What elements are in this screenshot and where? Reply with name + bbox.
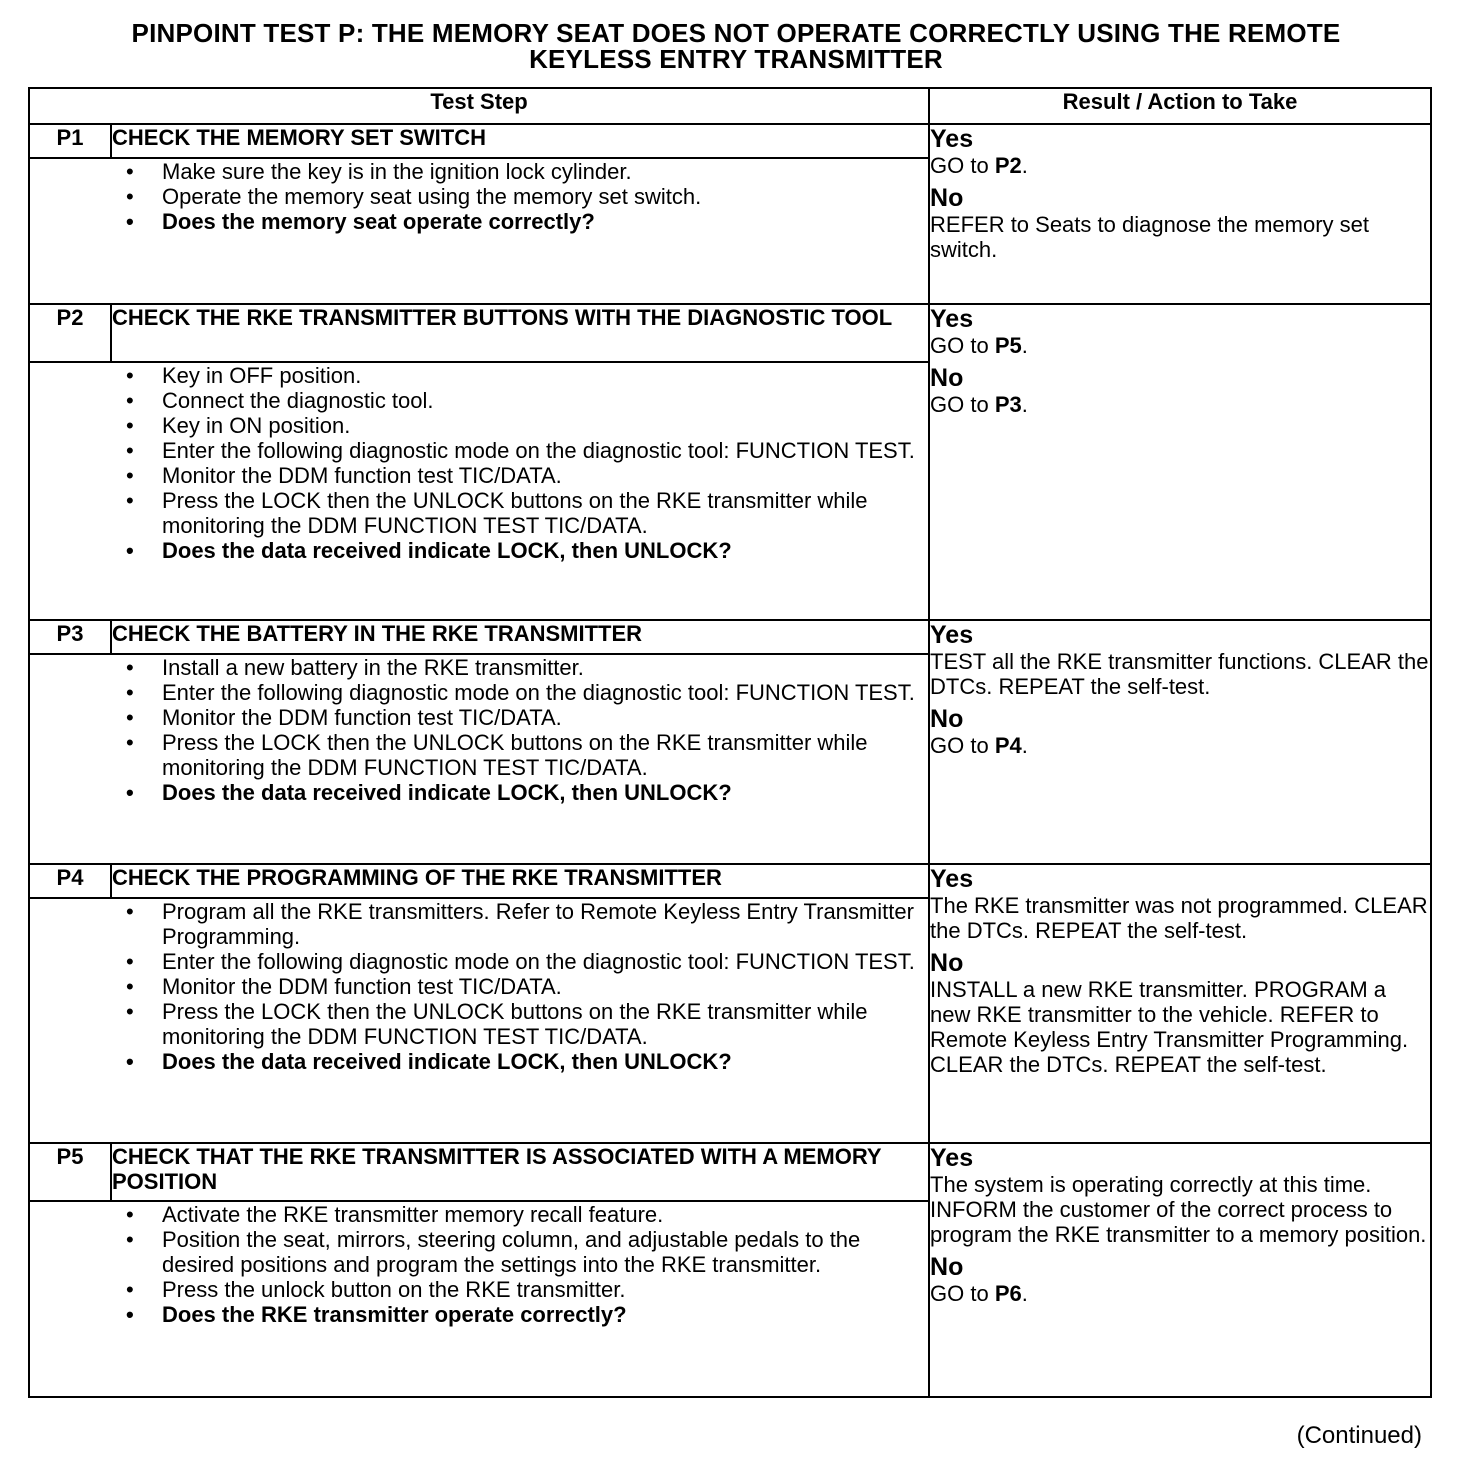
no-action [930, 392, 1430, 417]
step-name: CHECK THE BATTERY IN THE RKE TRANSMITTER [111, 620, 929, 654]
item-text: Monitor the DDM function test TIC/DATA. [162, 974, 562, 999]
step-name: CHECK THE RKE TRANSMITTER BUTTONS WITH THE DIAGNOSTIC TOOL [111, 304, 929, 362]
question-text: Does the data received indicate LOCK, then UNLOCK? [162, 1049, 732, 1074]
yes-label: Yes [930, 1144, 974, 1172]
no-block [930, 705, 1430, 758]
list-item [30, 1202, 928, 1227]
instruction-list [30, 899, 928, 1074]
list-item [30, 974, 928, 999]
yes-block [930, 1144, 1430, 1247]
yes-text: The RKE transmitter was not programmed. CLEAR the DTCs. REPEAT the self-test. [930, 893, 1428, 943]
list-item [30, 159, 928, 184]
step-instructions [29, 1201, 929, 1397]
list-item [30, 680, 928, 705]
step-id: P4 [29, 864, 111, 898]
step-question [30, 780, 928, 805]
no-action [930, 1281, 1430, 1306]
no-suffix: . [1021, 733, 1028, 758]
item-text: Operate the memory seat using the memory set switch. [162, 184, 702, 209]
list-item [30, 730, 928, 780]
bullet-icon: • [126, 780, 134, 805]
bullet-icon: • [126, 413, 134, 438]
yes-suffix: . [1021, 333, 1028, 358]
item-text: Monitor the DDM function test TIC/DATA. [162, 463, 562, 488]
yes-suffix: . [1021, 153, 1028, 178]
bullet-icon: • [126, 899, 134, 924]
yes-label: Yes [930, 125, 974, 153]
step-title-row [29, 1143, 1431, 1201]
no-ref: P4 [994, 733, 1022, 758]
item-text: Activate the RKE transmitter memory recall feature. [162, 1202, 664, 1227]
list-item [30, 899, 928, 949]
no-label: No [930, 949, 964, 977]
item-text: Enter the following diagnostic mode on the diagnostic tool: FUNCTION TEST. [162, 680, 915, 705]
step-id: P1 [29, 124, 111, 158]
bullet-icon: • [126, 463, 134, 488]
item-text: Key in OFF position. [162, 363, 362, 388]
step-result [929, 1143, 1431, 1397]
yes-block [930, 865, 1430, 943]
title-line-1: PINPOINT TEST P: THE MEMORY SEAT DOES NOT OPERATE CORRECTLY USING THE REMOTE [131, 18, 1341, 48]
item-text: Press the unlock button on the RKE transmitter. [162, 1277, 626, 1302]
no-prefix: GO to [930, 733, 995, 758]
list-item [30, 413, 928, 438]
item-text: Enter the following diagnostic mode on the diagnostic tool: FUNCTION TEST. [162, 949, 915, 974]
yes-label: Yes [930, 621, 974, 649]
instruction-list [30, 1202, 928, 1327]
bullet-icon: • [126, 730, 134, 755]
instruction-list [30, 655, 928, 805]
no-label: No [930, 705, 964, 733]
list-item [30, 438, 928, 463]
pinpoint-test-table [28, 87, 1432, 1398]
step-title-row [29, 864, 1431, 898]
bullet-icon: • [126, 949, 134, 974]
bullet-icon: • [126, 184, 134, 209]
no-block [930, 949, 1430, 1077]
yes-prefix: GO to [930, 153, 995, 178]
yes-block [930, 125, 1430, 178]
list-item [30, 488, 928, 538]
bullet-icon: • [126, 1202, 134, 1227]
bullet-icon: • [126, 209, 134, 234]
question-text: Does the data received indicate LOCK, then UNLOCK? [162, 780, 732, 805]
step-instructions [29, 898, 929, 1143]
steps-body [29, 124, 1431, 1397]
item-text: Enter the following diagnostic mode on the diagnostic tool: FUNCTION TEST. [162, 438, 915, 463]
step-id: P5 [29, 1143, 111, 1201]
yes-prefix: GO to [930, 333, 995, 358]
item-text: Install a new battery in the RKE transmitter. [162, 655, 584, 680]
no-block [930, 364, 1430, 417]
bullet-icon: • [126, 974, 134, 999]
no-action [930, 733, 1430, 758]
no-ref: P6 [994, 1281, 1022, 1306]
step-title-row [29, 620, 1431, 654]
yes-ref: P5 [994, 333, 1022, 358]
result-header: Result / Action to Take [929, 88, 1431, 124]
no-block [930, 184, 1430, 262]
step-question [30, 1302, 928, 1327]
item-text: Press the LOCK then the UNLOCK buttons on the RKE transmitter while monitoring the DDM FUNCTION TEST TIC/DATA. [162, 730, 868, 780]
item-text: Key in ON position. [162, 413, 351, 438]
item-text: Press the LOCK then the UNLOCK buttons on the RKE transmitter while monitoring the DDM FUNCTION TEST TIC/DATA. [162, 999, 868, 1049]
yes-block [930, 621, 1430, 699]
item-text: Program all the RKE transmitters. Refer to Remote Keyless Entry Transmitter Programming. [162, 899, 914, 949]
no-prefix: GO to [930, 1281, 995, 1306]
list-item [30, 999, 928, 1049]
step-instructions [29, 654, 929, 864]
page-title [20, 20, 1452, 72]
table-header-row [29, 88, 1431, 124]
instruction-list [30, 159, 928, 234]
step-result [929, 620, 1431, 864]
instruction-list [30, 363, 928, 563]
step-result [929, 124, 1431, 304]
step-title-row [29, 304, 1431, 362]
no-ref: P3 [994, 392, 1022, 417]
no-block [930, 1253, 1430, 1306]
step-instructions [29, 362, 929, 620]
list-item [30, 388, 928, 413]
no-suffix: . [1021, 1281, 1028, 1306]
no-label: No [930, 1253, 964, 1281]
step-instructions [29, 158, 929, 304]
step-id: P3 [29, 620, 111, 654]
test-step-header: Test Step [29, 88, 929, 124]
no-suffix: . [1021, 392, 1028, 417]
no-label: No [930, 184, 964, 212]
yes-label: Yes [930, 305, 974, 333]
item-text: Make sure the key is in the ignition lock cylinder. [162, 159, 632, 184]
list-item [30, 1227, 928, 1277]
list-item [30, 1277, 928, 1302]
bullet-icon: • [126, 705, 134, 730]
list-item [30, 949, 928, 974]
list-item [30, 463, 928, 488]
list-item [30, 655, 928, 680]
continued-note: (Continued) [1296, 1422, 1422, 1449]
bullet-icon: • [126, 538, 134, 563]
list-item [30, 363, 928, 388]
question-text: Does the RKE transmitter operate correctly? [162, 1302, 627, 1327]
yes-block [930, 305, 1430, 358]
step-name: CHECK THE PROGRAMMING OF THE RKE TRANSMITTER [111, 864, 929, 898]
bullet-icon: • [126, 680, 134, 705]
bullet-icon: • [126, 488, 134, 513]
step-result [929, 304, 1431, 620]
item-text: Position the seat, mirrors, steering column, and adjustable pedals to the desired positions and program the settings into the RKE transmitter. [162, 1227, 861, 1277]
yes-action [930, 333, 1430, 358]
bullet-icon: • [126, 363, 134, 388]
bullet-icon: • [126, 159, 134, 184]
yes-action [930, 153, 1430, 178]
no-text: INSTALL a new RKE transmitter. PROGRAM a new RKE transmitter to the vehicle. REFER to Remote Keyless Entry Transmitter Programming. CLEAR the DTCs. REPEAT the self-test. [930, 977, 1409, 1077]
yes-text: TEST all the RKE transmitter functions. CLEAR the DTCs. REPEAT the self-test. [930, 649, 1429, 699]
question-text: Does the memory seat operate correctly? [162, 209, 595, 234]
step-name: CHECK THE MEMORY SET SWITCH [111, 124, 929, 158]
step-question [30, 1049, 928, 1074]
bullet-icon: • [126, 1227, 134, 1252]
item-text: Press the LOCK then the UNLOCK buttons on the RKE transmitter while monitoring the DDM FUNCTION TEST TIC/DATA. [162, 488, 868, 538]
list-item [30, 184, 928, 209]
bullet-icon: • [126, 1049, 134, 1074]
step-question [30, 209, 928, 234]
yes-ref: P2 [994, 153, 1022, 178]
item-text: Connect the diagnostic tool. [162, 388, 434, 413]
no-prefix: GO to [930, 392, 995, 417]
bullet-icon: • [126, 1277, 134, 1302]
step-question [30, 538, 928, 563]
item-text: Monitor the DDM function test TIC/DATA. [162, 705, 562, 730]
question-text: Does the data received indicate LOCK, then UNLOCK? [162, 538, 732, 563]
yes-text: The system is operating correctly at this time. INFORM the customer of the correct process to program the RKE transmitter to a memory position. [930, 1172, 1427, 1247]
bullet-icon: • [126, 1302, 134, 1327]
step-title-row [29, 124, 1431, 158]
bullet-icon: • [126, 388, 134, 413]
no-label: No [930, 364, 964, 392]
yes-label: Yes [930, 865, 974, 893]
bullet-icon: • [126, 655, 134, 680]
list-item [30, 705, 928, 730]
step-name: CHECK THAT THE RKE TRANSMITTER IS ASSOCIATED WITH A MEMORY POSITION [111, 1143, 929, 1201]
bullet-icon: • [126, 999, 134, 1024]
step-id: P2 [29, 304, 111, 362]
title-line-2: KEYLESS ENTRY TRANSMITTER [529, 44, 943, 74]
bullet-icon: • [126, 438, 134, 463]
step-result [929, 864, 1431, 1143]
no-text: REFER to Seats to diagnose the memory set switch. [930, 212, 1369, 262]
